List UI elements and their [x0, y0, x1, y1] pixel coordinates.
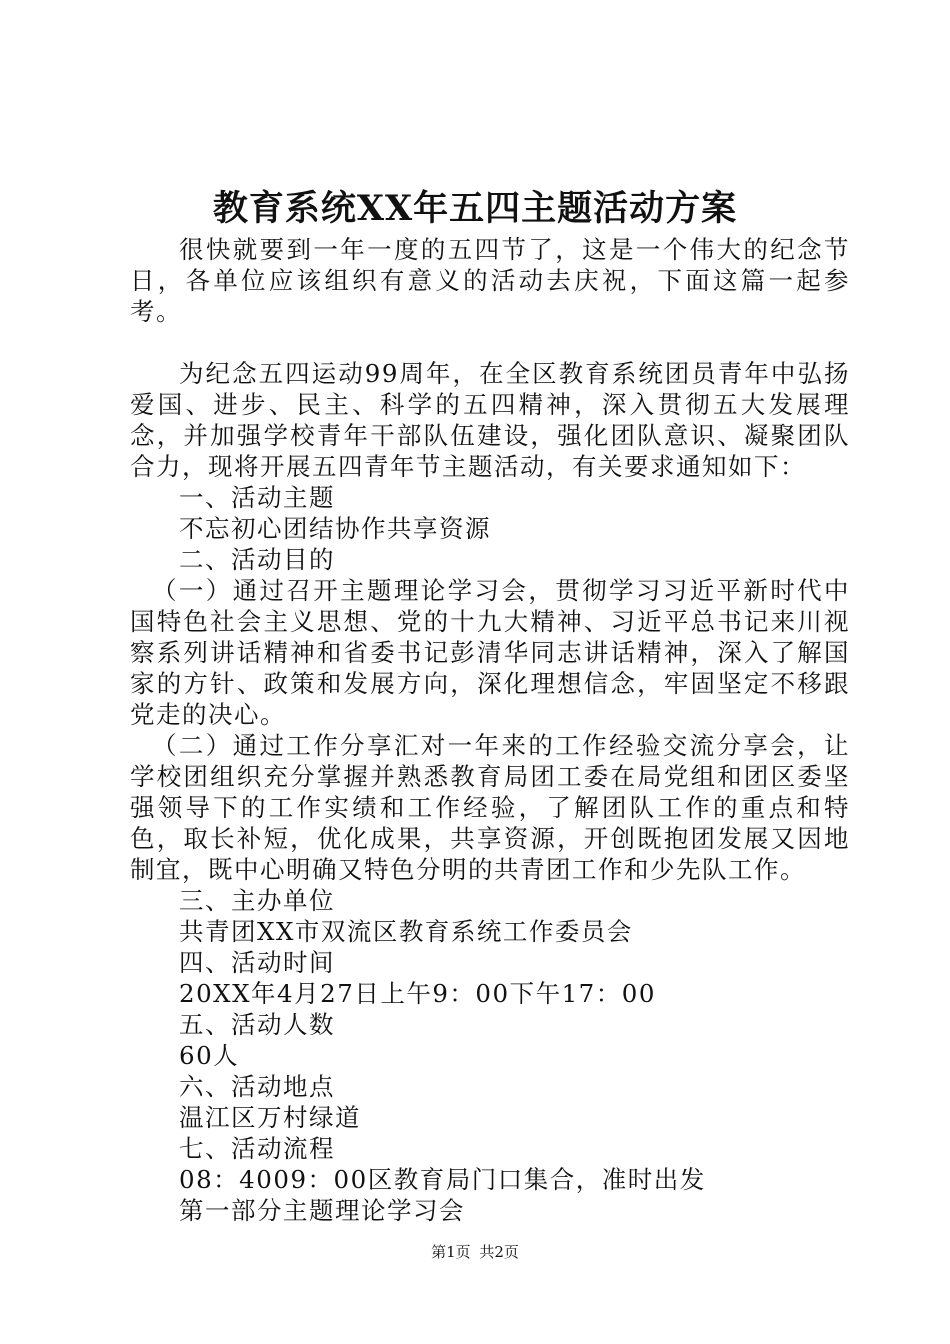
page-total: 共2页	[479, 1243, 519, 1261]
page-footer	[0, 1241, 950, 1263]
organizer-heading: 三、主办单位	[179, 886, 335, 915]
place-text: 温江区万村绿道	[179, 1103, 361, 1132]
document-title: 教育系统XX年五四主题活动方案	[212, 188, 738, 229]
place-heading: 六、活动地点	[179, 1072, 335, 1101]
organizer-text: 共青团XX市双流区教育系统工作委员会	[179, 917, 633, 946]
preface-paragraph: 为纪念五四运动99周年，在全区教育系统团员青年中弘扬爱国、进步、民主、科学的五四精神，深入贯彻五大发展理念，并加强学校青年干部队伍建设，强化团队意识、凝聚团队合力，现将开展五四青年节主题活动，有关要求通知如下：	[130, 359, 850, 481]
paragraph-gap	[130, 327, 850, 358]
people-heading: 五、活动人数	[179, 1010, 335, 1039]
time-heading: 四、活动时间	[179, 948, 335, 977]
purpose-item-1: （一）通过召开主题理论学习会，贯彻学习习近平新时代中国特色社会主义思想、党的十九大精神、习近平总书记来川视察系列讲话精神和省委书记彭清华同志讲话精神，深入了解国家的方针、政策和发展方向，深化理想信念，牢固坚定不移跟党走的决心。	[130, 576, 850, 729]
process-text: 08：4009：00区教育局门口集合，准时出发	[179, 1165, 706, 1194]
part-one-heading: 第一部分主题理论学习会	[179, 1196, 465, 1225]
document-body	[130, 234, 850, 1226]
process-heading: 七、活动流程	[179, 1134, 335, 1163]
page-number: 第1页	[431, 1243, 471, 1261]
intro-paragraph: 很快就要到一年一度的五四节了，这是一个伟大的纪念节日，各单位应该组织有意义的活动去庆祝，下面这篇一起参考。	[130, 235, 850, 326]
time-text: 20XX年4月27日上午9：00下午17：00	[179, 979, 656, 1008]
purpose-heading: 二、活动目的	[179, 545, 335, 574]
theme-text: 不忘初心团结协作共享资源	[179, 514, 491, 543]
theme-heading: 一、活动主题	[179, 483, 335, 512]
people-text: 60人	[179, 1041, 240, 1070]
purpose-item-2: （二）通过工作分享汇对一年来的工作经验交流分享会，让学校团组织充分掌握并熟悉教育局团工委在局党组和团区委坚强领导下的工作实绩和工作经验，了解团队工作的重点和特色，取长补短，优化成果，共享资源，开创既抱团发展又因地制宜，既中心明确又特色分明的共青团工作和少先队工作。	[130, 731, 850, 884]
